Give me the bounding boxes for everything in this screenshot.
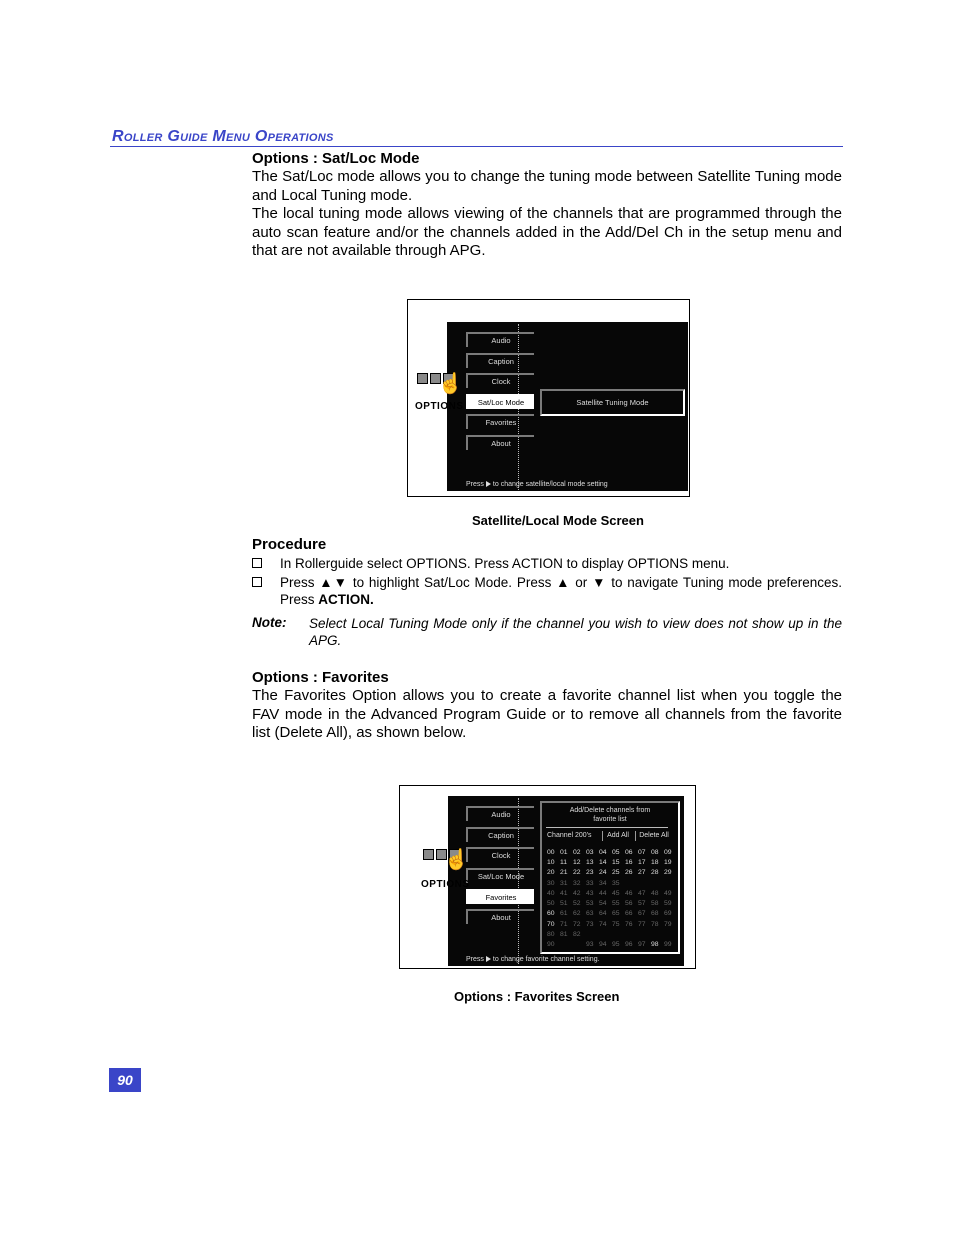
channel-cell[interactable] bbox=[625, 929, 638, 939]
channel-cell[interactable]: 19 bbox=[664, 858, 672, 866]
favorites-hint: Press to change favorite channel setting. bbox=[466, 956, 600, 963]
delete-all-button[interactable]: Delete All bbox=[635, 831, 672, 841]
channel-group-label: Channel 200's bbox=[547, 832, 592, 839]
satloc-screen bbox=[407, 299, 690, 497]
channel-cell[interactable]: 02 bbox=[573, 848, 581, 856]
table-row bbox=[547, 878, 677, 888]
channel-cell[interactable]: 49 bbox=[664, 889, 672, 897]
channel-cell[interactable]: 07 bbox=[638, 848, 646, 856]
table-row bbox=[547, 919, 677, 929]
channel-cell[interactable]: 06 bbox=[625, 848, 633, 856]
procedure-step-1: In Rollerguide select OPTIONS. Press ACTION to display OPTIONS menu. bbox=[252, 555, 842, 572]
channel-cell[interactable]: 96 bbox=[625, 941, 633, 949]
channel-cell[interactable]: 60 bbox=[547, 910, 555, 918]
menu-item-satloc-mode[interactable]: Sat/Loc Mode bbox=[466, 394, 534, 409]
channel-cell[interactable]: 52 bbox=[573, 900, 581, 908]
channel-cell[interactable] bbox=[560, 940, 573, 950]
channel-cell[interactable]: 69 bbox=[664, 910, 672, 918]
menu-item-caption[interactable]: Caption bbox=[466, 353, 534, 368]
note-text: Select Local Tuning Mode only if the channel you wish to view does not show up in the APG. bbox=[309, 616, 842, 648]
channel-cell[interactable]: 09 bbox=[664, 848, 672, 856]
channel-cell[interactable]: 77 bbox=[638, 920, 646, 928]
channel-cell[interactable]: 04 bbox=[599, 848, 607, 856]
channel-cell[interactable] bbox=[664, 929, 677, 939]
channel-cell[interactable]: 45 bbox=[612, 889, 620, 897]
channel-cell[interactable]: 78 bbox=[651, 920, 659, 928]
satloc-para1: The Sat/Loc mode allows you to change the tuning mode between Satellite Tuning mode and Local Tuning mode. bbox=[252, 168, 842, 204]
channel-cell[interactable]: 63 bbox=[586, 910, 594, 918]
channel-cell[interactable]: 10 bbox=[547, 858, 555, 866]
channel-cell[interactable]: 54 bbox=[599, 900, 607, 908]
channel-cell[interactable]: 64 bbox=[599, 910, 607, 918]
note-label: Note: bbox=[252, 615, 287, 630]
channel-cell[interactable]: 05 bbox=[612, 848, 620, 856]
channel-cell[interactable] bbox=[638, 878, 651, 888]
channel-cell[interactable] bbox=[651, 929, 664, 939]
channel-cell[interactable]: 25 bbox=[612, 869, 620, 877]
channel-cell[interactable]: 75 bbox=[612, 920, 620, 928]
channel-cell[interactable]: 73 bbox=[586, 920, 594, 928]
channel-grid bbox=[547, 847, 677, 950]
channel-cell[interactable]: 56 bbox=[625, 900, 633, 908]
checkbox-bullet-icon bbox=[252, 558, 262, 568]
channel-cell[interactable]: 98 bbox=[651, 941, 659, 949]
satloc-hint: Press to change satellite/local mode setting bbox=[466, 481, 608, 488]
channel-cell[interactable]: 80 bbox=[547, 931, 555, 939]
channel-cell[interactable]: 55 bbox=[612, 900, 620, 908]
channel-cell[interactable]: 24 bbox=[599, 869, 607, 877]
favorite-channel-panel bbox=[540, 801, 680, 954]
channel-cell[interactable]: 17 bbox=[638, 858, 646, 866]
menu-item-audio[interactable]: Audio bbox=[466, 806, 534, 821]
section-title: Roller Guide Menu Operations bbox=[112, 128, 334, 145]
channel-cell[interactable]: 68 bbox=[651, 910, 659, 918]
channel-cell[interactable]: 35 bbox=[612, 879, 620, 887]
channel-cell[interactable]: 48 bbox=[651, 889, 659, 897]
page-number: 90 bbox=[109, 1068, 141, 1092]
channel-cell[interactable]: 30 bbox=[547, 879, 555, 887]
channel-cell[interactable]: 42 bbox=[573, 889, 581, 897]
channel-cell[interactable]: 47 bbox=[638, 889, 646, 897]
channel-cell[interactable]: 70 bbox=[547, 920, 555, 928]
checkbox-bullet-icon bbox=[252, 577, 262, 587]
channel-cell[interactable]: 62 bbox=[573, 910, 581, 918]
hand-pointer-icon: ☝ bbox=[444, 849, 469, 871]
menu-item-favorites[interactable]: Favorites bbox=[466, 414, 534, 429]
channel-cell[interactable]: 61 bbox=[560, 910, 568, 918]
channel-cell[interactable]: 29 bbox=[664, 869, 672, 877]
channel-cell[interactable]: 71 bbox=[560, 920, 568, 928]
favorite-panel-title: Add/Delete channels from favorite list bbox=[569, 807, 651, 823]
table-row bbox=[547, 868, 677, 878]
table-row bbox=[547, 888, 677, 898]
channel-cell[interactable] bbox=[599, 929, 612, 939]
channel-cell[interactable]: 20 bbox=[547, 869, 555, 877]
channel-cell[interactable]: 50 bbox=[547, 900, 555, 908]
procedure-step-2: Press ▲▼ to highlight Sat/Loc Mode. Press ▲ or ▼ to navigate Tuning mode preferences. Press ACTION. bbox=[252, 574, 842, 608]
menu-item-audio[interactable]: Audio bbox=[466, 332, 534, 347]
channel-cell[interactable]: 65 bbox=[612, 910, 620, 918]
channel-cell[interactable]: 67 bbox=[638, 910, 646, 918]
channel-cell[interactable]: 79 bbox=[664, 920, 672, 928]
channel-cell[interactable]: 57 bbox=[638, 900, 646, 908]
satloc-para2: The local tuning mode allows viewing of the channels that are programmed through the auto scan feature and/or the channels added in the Add/Del Ch in the setup menu and that are not available through APG. bbox=[252, 205, 842, 260]
menu-item-about[interactable]: About bbox=[466, 909, 534, 924]
channel-cell[interactable]: 15 bbox=[612, 858, 620, 866]
channel-cell[interactable]: 27 bbox=[638, 869, 646, 877]
channel-cell[interactable]: 26 bbox=[625, 869, 633, 877]
channel-cell[interactable] bbox=[664, 878, 677, 888]
table-row bbox=[547, 929, 677, 939]
channel-cell[interactable]: 99 bbox=[664, 941, 672, 949]
menu-item-satloc-mode[interactable]: Sat/Loc Mode bbox=[466, 868, 534, 883]
menu-item-clock[interactable]: Clock bbox=[466, 847, 534, 862]
channel-cell[interactable]: 23 bbox=[586, 869, 594, 877]
favorites-screen bbox=[399, 785, 696, 969]
channel-cell[interactable]: 11 bbox=[560, 858, 568, 866]
channel-cell[interactable]: 95 bbox=[612, 941, 620, 949]
channel-cell[interactable]: 31 bbox=[560, 879, 568, 887]
menu-item-clock[interactable]: Clock bbox=[466, 373, 534, 388]
channel-cell[interactable]: 76 bbox=[625, 920, 633, 928]
channel-cell[interactable]: 00 bbox=[547, 848, 555, 856]
channel-cell[interactable]: 90 bbox=[547, 941, 555, 949]
satloc-heading: Options : Sat/Loc Mode bbox=[252, 150, 420, 167]
channel-cell[interactable]: 01 bbox=[560, 848, 568, 856]
menu-item-favorites[interactable]: Favorites bbox=[466, 889, 534, 904]
right-arrow-icon bbox=[486, 956, 491, 962]
channel-cell[interactable]: 46 bbox=[625, 889, 633, 897]
menu-item-about[interactable]: About bbox=[466, 435, 534, 450]
channel-cell[interactable] bbox=[612, 929, 625, 939]
favorites-heading: Options : Favorites bbox=[252, 669, 389, 686]
options-icon-label: OPTIONS bbox=[421, 879, 470, 890]
channel-cell[interactable] bbox=[586, 929, 599, 939]
channel-cell[interactable]: 33 bbox=[586, 879, 594, 887]
channel-cell[interactable]: 32 bbox=[573, 879, 581, 887]
channel-cell[interactable]: 97 bbox=[638, 941, 646, 949]
channel-cell[interactable]: 21 bbox=[560, 869, 568, 877]
favorites-caption: Options : Favorites Screen bbox=[454, 989, 620, 1004]
satloc-caption: Satellite/Local Mode Screen bbox=[472, 513, 644, 528]
channel-cell[interactable]: 14 bbox=[599, 858, 607, 866]
channel-cell[interactable]: 51 bbox=[560, 900, 568, 908]
channel-cell[interactable] bbox=[625, 878, 638, 888]
channel-cell[interactable]: 28 bbox=[651, 869, 659, 877]
channel-cell[interactable]: 22 bbox=[573, 869, 581, 877]
menu-item-caption[interactable]: Caption bbox=[466, 827, 534, 842]
right-arrow-icon bbox=[486, 481, 491, 487]
channel-cell[interactable]: 08 bbox=[651, 848, 659, 856]
channel-cell[interactable]: 16 bbox=[625, 858, 633, 866]
channel-cell[interactable]: 81 bbox=[560, 931, 568, 939]
channel-cell[interactable]: 40 bbox=[547, 889, 555, 897]
table-row bbox=[547, 898, 677, 908]
options-icon-label: OPTIONS bbox=[415, 401, 464, 412]
channel-cell[interactable]: 44 bbox=[599, 889, 607, 897]
channel-cell[interactable]: 72 bbox=[573, 920, 581, 928]
channel-cell[interactable]: 66 bbox=[625, 910, 633, 918]
channel-cell[interactable]: 12 bbox=[573, 858, 581, 866]
channel-cell[interactable]: 13 bbox=[586, 858, 594, 866]
table-row bbox=[547, 940, 677, 950]
table-row bbox=[547, 909, 677, 919]
channel-cell[interactable]: 58 bbox=[651, 900, 659, 908]
channel-cell[interactable]: 94 bbox=[599, 941, 607, 949]
channel-cell[interactable]: 93 bbox=[586, 941, 594, 949]
tuning-mode-option[interactable]: Satellite Tuning Mode bbox=[540, 389, 685, 416]
procedure-heading: Procedure bbox=[252, 536, 327, 553]
channel-cell[interactable]: 41 bbox=[560, 889, 568, 897]
channel-cell[interactable]: 53 bbox=[586, 900, 594, 908]
section-rule bbox=[110, 146, 843, 147]
channel-cell[interactable]: 34 bbox=[599, 879, 607, 887]
table-row bbox=[547, 857, 677, 867]
hand-pointer-icon: ☝ bbox=[438, 373, 463, 395]
channel-cell[interactable]: 82 bbox=[573, 931, 581, 939]
add-all-button[interactable]: Add All bbox=[602, 831, 633, 841]
channel-cell[interactable]: 43 bbox=[586, 889, 594, 897]
channel-cell[interactable]: 59 bbox=[664, 900, 672, 908]
channel-cell[interactable] bbox=[638, 929, 651, 939]
channel-cell[interactable] bbox=[573, 940, 586, 950]
channel-cell[interactable]: 03 bbox=[586, 848, 594, 856]
favorites-para: The Favorites Option allows you to create a favorite channel list when you toggle the FAV mode in the Advanced Program Guide or to remove all channels from the favorite list (Delete All), as shown below. bbox=[252, 687, 842, 742]
table-row bbox=[547, 847, 677, 857]
channel-cell[interactable]: 74 bbox=[599, 920, 607, 928]
channel-cell[interactable]: 18 bbox=[651, 858, 659, 866]
channel-cell[interactable] bbox=[651, 878, 664, 888]
